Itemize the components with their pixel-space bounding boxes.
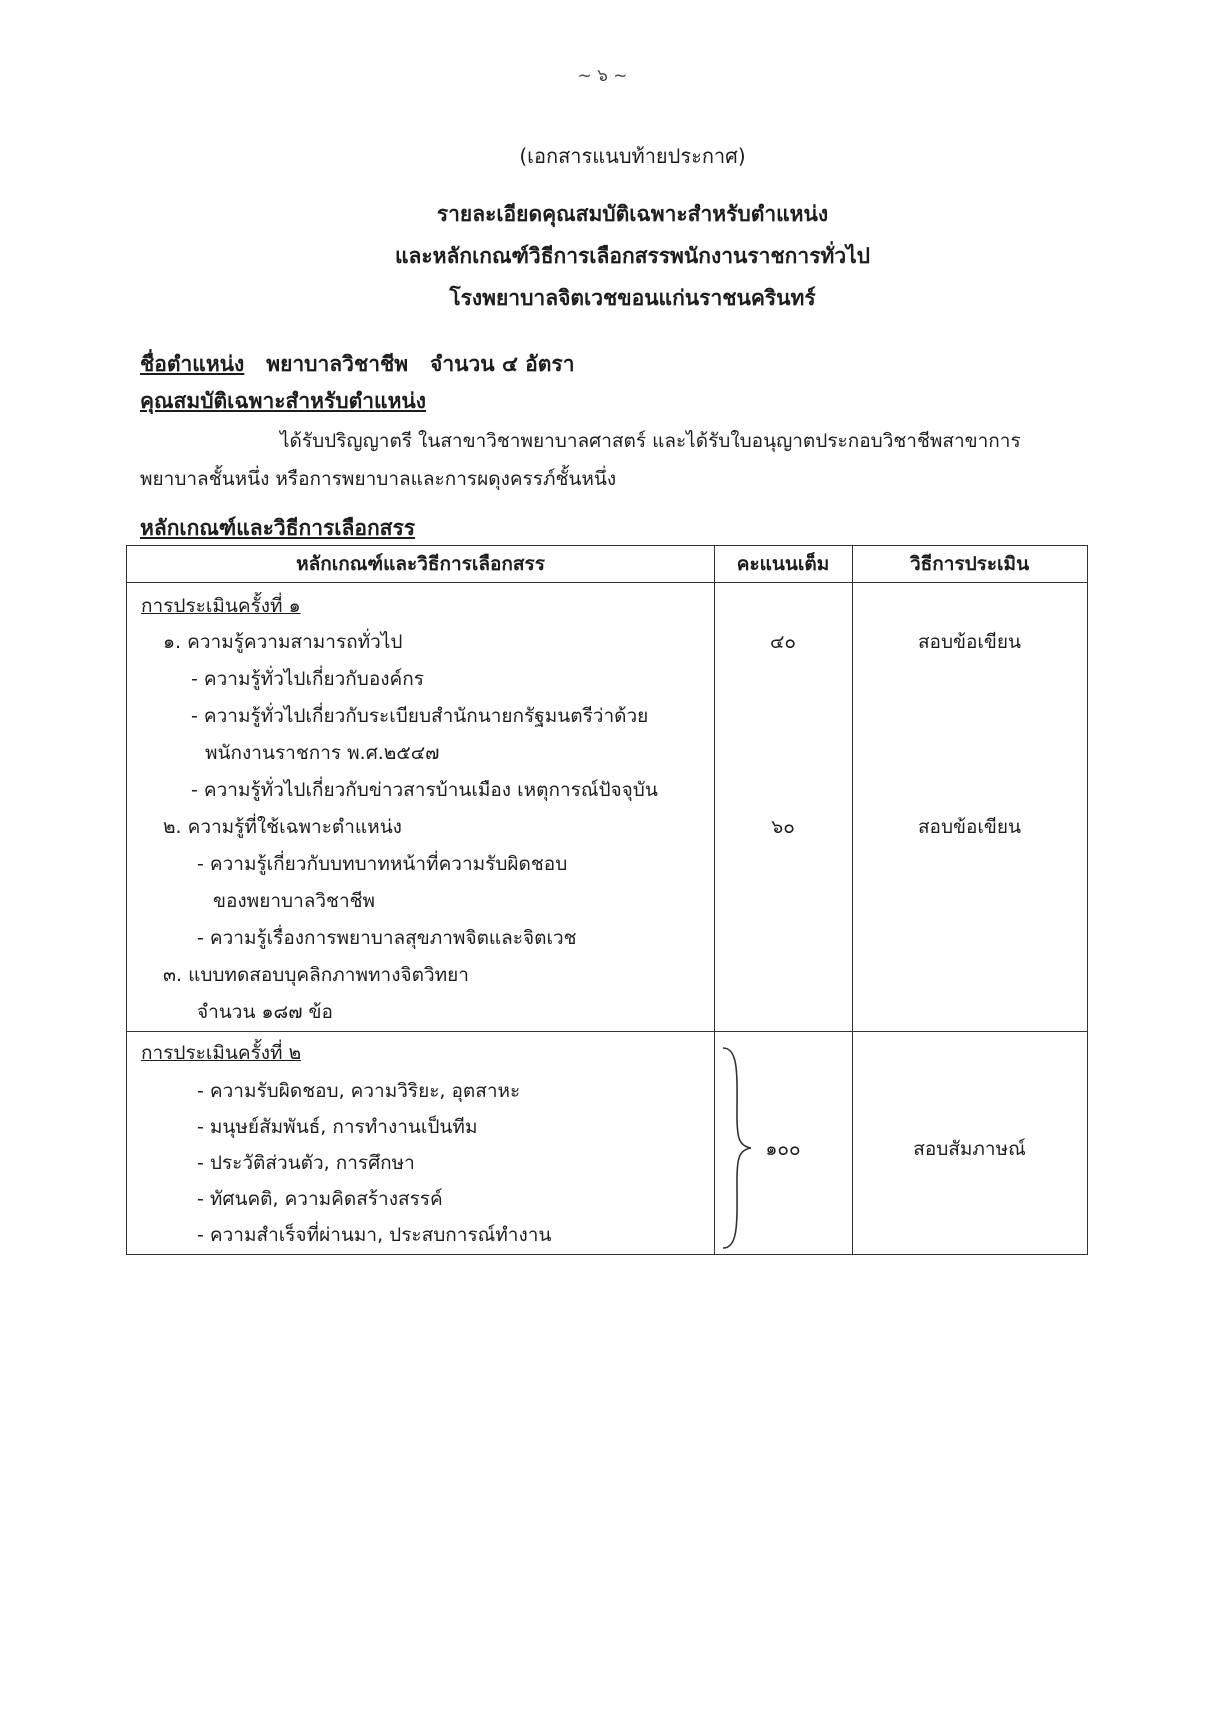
phase1-item2-sub-1-cont: ของพยาบาลวิชาชีพ [213, 890, 376, 912]
position-label: ชื่อตำแหน่ง [140, 352, 245, 376]
phase1-item1-score: ๔๐ [770, 631, 796, 653]
phase1-item1-sub-2-cont: พนักงานราชการ พ.ศ.๒๕๔๗ [205, 742, 440, 764]
phase1-item1-sub-3: - ความรู้ทั่วไปเกี่ยวกับข่าวสารบ้านเมือง เหตุการณ์ปัจจุบัน [191, 779, 658, 801]
qualification-text: ได้รับปริญญาตรี ในสาขาวิชาพยาบาลศาสตร์ และได้รับใบอนุญาตประกอบวิชาชีพสาขาการพยาบาลชั้นหนึ่ง หรือการพยาบาลและการผดุงครรภ์ชั้นหนึ่ง [140, 430, 1021, 490]
phase1-item3-label: ๓. แบบทดสอบบุคลิกภาพทางจิตวิทยา [163, 964, 469, 986]
phase1-item2-method: สอบข้อเขียน [917, 816, 1022, 838]
document-titles [0, 193, 1205, 319]
phase2-sub-3: - ประวัติส่วนตัว, การศึกษา [197, 1152, 415, 1174]
phase1-item1-sub-2: - ความรู้ทั่วไปเกี่ยวกับระเบียบสำนักนายกรัฐมนตรีว่าด้วย [191, 705, 649, 727]
phase1-title: การประเมินครั้งที่ ๑ [141, 595, 301, 617]
phase1-item2-sub-2: - ความรู้เรื่องการพยาบาลสุขภาพจิตและจิตเวช [197, 927, 577, 949]
position-count: จำนวน ๔ อัตรา [430, 352, 575, 376]
table-header-divider [127, 582, 1087, 583]
page-number: ~ ๖ ~ [577, 66, 628, 86]
header-criteria: หลักเกณฑ์และวิธีการเลือกสรร [296, 553, 545, 575]
header-assessment-method: วิธีการประเมิน [909, 553, 1030, 575]
phase2-score: ๑๐๐ [765, 1138, 801, 1160]
criteria-table [126, 545, 1088, 1255]
phase1-item2-score: ๖๐ [771, 816, 795, 838]
phase1-item2-sub-1: - ความรู้เกี่ยวกับบทบาทหน้าที่ความรับผิดชอบ [197, 853, 568, 875]
phase2-sub-4: - ทัศนคติ, ความคิดสร้างสรรค์ [197, 1188, 443, 1210]
phase1-item1-sub-1: - ความรู้ทั่วไปเกี่ยวกับองค์กร [191, 668, 424, 690]
phase2-method: สอบสัมภาษณ์ [913, 1138, 1026, 1160]
table-phase-divider [127, 1031, 1087, 1032]
title-line-1: รายละเอียดคุณสมบัติเฉพาะสำหรับตำแหน่ง [436, 202, 829, 226]
phase1-item3-sub: จำนวน ๑๘๗ ข้อ [197, 1001, 333, 1023]
attachment-label: (เอกสารแนบท้ายประกาศ) [519, 144, 746, 168]
phase1-item2-label: ๒. ความรู้ที่ใช้เฉพาะตำแหน่ง [163, 816, 402, 838]
phase2-sub-1: - ความรับผิดชอบ, ความวิริยะ, อุตสาหะ [197, 1080, 521, 1102]
header-full-score: คะแนนเต็ม [736, 553, 830, 575]
qualification-heading: คุณสมบัติเฉพาะสำหรับตำแหน่ง [140, 389, 427, 413]
phase2-sub-2: - มนุษย์สัมพันธ์, การทำงานเป็นทีม [197, 1116, 478, 1138]
phase1-item1-method: สอบข้อเขียน [917, 631, 1022, 653]
phase2-sub-5: - ความสำเร็จที่ผ่านมา, ประสบการณ์ทำงาน [197, 1224, 552, 1246]
phase1-item1-label: ๑. ความรู้ความสามารถทั่วไป [163, 631, 403, 653]
position-name: พยาบาลวิชาชีพ [266, 352, 409, 376]
criteria-heading: หลักเกณฑ์และวิธีการเลือกสรร [140, 516, 416, 540]
title-line-2: และหลักเกณฑ์วิธีการเลือกสรรพนักงานราชการทั่วไป [394, 244, 870, 268]
title-line-3: โรงพยาบาลจิตเวชขอนแก่นราชนครินทร์ [449, 286, 816, 310]
phase2-title: การประเมินครั้งที่ ๒ [141, 1042, 302, 1064]
position-line [140, 348, 574, 381]
